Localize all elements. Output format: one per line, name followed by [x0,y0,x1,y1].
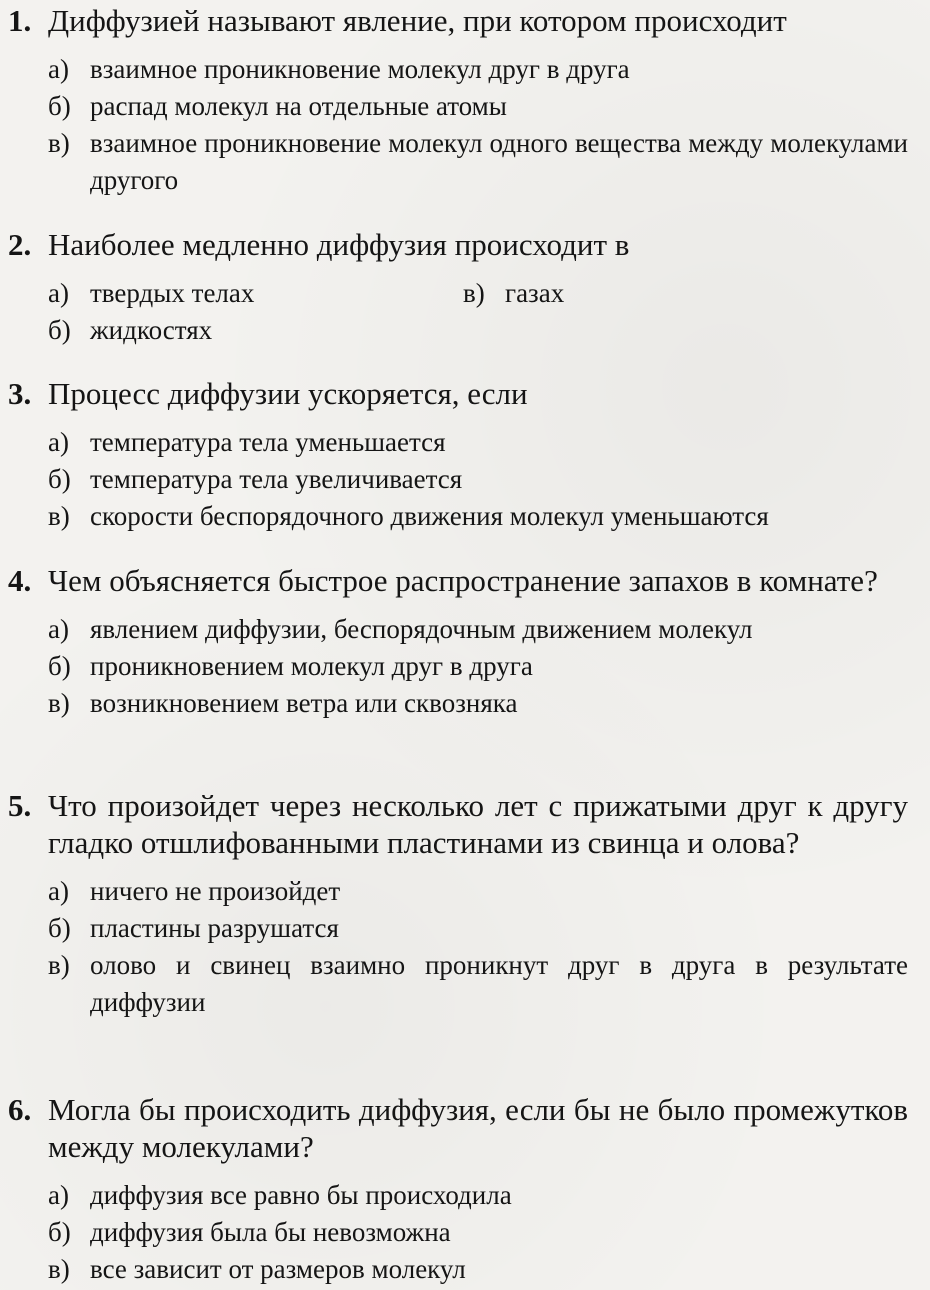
answer-options [48,275,908,349]
answer-options [48,51,908,199]
option-text: скорости беспорядочного движения молекул уменьшаются [90,501,769,531]
answer-option-v[interactable] [463,275,564,312]
option-letter: в) [48,1254,70,1284]
answer-option-b[interactable] [48,648,908,685]
question-number: 4. [8,563,32,598]
option-text: явлением диффузии, беспорядочным движением молекул [90,614,753,644]
question-text: Процесс диффузии ускоряется, если [48,376,528,411]
question-4 [8,562,908,722]
question-text: Могла бы происходить диффузия, если бы не было промежутков между молекулами? [48,1092,908,1164]
option-letter: а) [48,1180,69,1210]
answer-option-v[interactable] [48,125,908,199]
answer-options [48,611,908,722]
option-text: диффузия была бы невозможна [90,1217,451,1247]
option-text: распад молекул на отдельные атомы [90,91,507,121]
answer-option-b[interactable] [48,461,908,498]
option-letter: б) [48,91,71,121]
answer-option-v[interactable] [48,685,908,722]
answer-options [48,424,908,535]
question-1 [8,2,908,199]
option-letter: б) [48,651,71,681]
question-2 [8,226,908,349]
question-text: Диффузией называют явление, при котором происходит [48,3,787,38]
option-letter: а) [48,278,69,308]
question-5 [8,787,908,1021]
answer-options [48,1177,908,1288]
answer-option-b[interactable] [48,312,908,349]
option-text: взаимное проникновение молекул друг в друга [90,54,630,84]
answer-option-v[interactable] [48,947,908,1021]
question-number: 2. [8,227,32,262]
question-number: 3. [8,376,32,411]
option-text: жидкостях [90,315,213,345]
option-text: твердых телах [90,278,255,308]
option-letter: а) [48,427,69,457]
answer-option-b[interactable] [48,910,908,947]
option-text: температура тела увеличивается [90,464,463,494]
option-letter: а) [48,54,69,84]
option-text: все зависит от размеров молекул [90,1254,466,1284]
answer-option-a[interactable] [48,1177,908,1214]
option-letter: в) [48,128,70,158]
question-number: 5. [8,788,32,823]
answer-option-a[interactable] [48,611,908,648]
question-number: 1. [8,3,32,38]
option-letter: в) [48,501,70,531]
option-text: проникновением молекул друг в друга [90,651,533,681]
answer-option-a[interactable] [48,873,908,910]
option-text: диффузия все равно бы происходила [90,1180,512,1210]
question-text: Чем объясняется быстрое распространение запахов в комнате? [48,563,878,598]
option-letter: б) [48,913,71,943]
option-text: пластины разрушатся [90,913,339,943]
option-text: олово и свинец взаимно проникнут друг в друга в результате диффузии [90,950,908,1017]
option-text: ничего не произойдет [90,876,341,906]
option-text: возникновением ветра или сквозняка [90,688,518,718]
option-text: газах [505,278,565,308]
option-letter: в) [463,278,485,308]
option-letter: в) [48,688,70,718]
answer-option-v[interactable] [48,498,908,535]
question-text: Наиболее медленно диффузия происходит в [48,227,630,262]
answer-option-b[interactable] [48,88,908,125]
answer-option-b[interactable] [48,1214,908,1251]
option-letter: б) [48,464,71,494]
option-letter: в) [48,950,70,980]
answer-option-v[interactable] [48,1251,908,1288]
option-text: взаимное проникновение молекул одного вещества между молекулами другого [90,128,908,195]
question-6 [8,1091,908,1288]
option-letter: б) [48,1217,71,1247]
answer-option-a[interactable] [48,275,463,312]
answer-option-a[interactable] [48,424,908,461]
option-letter: б) [48,315,71,345]
question-3 [8,375,908,535]
answer-option-a[interactable] [48,51,908,88]
question-text: Что произойдет через несколько лет с прижатыми друг к другу гладко отшлифованными пластинами из свинца и олова? [48,788,908,860]
option-text: температура тела уменьшается [90,427,446,457]
question-number: 6. [8,1092,32,1127]
option-letter: а) [48,876,69,906]
answer-options [48,873,908,1021]
option-letter: а) [48,614,69,644]
